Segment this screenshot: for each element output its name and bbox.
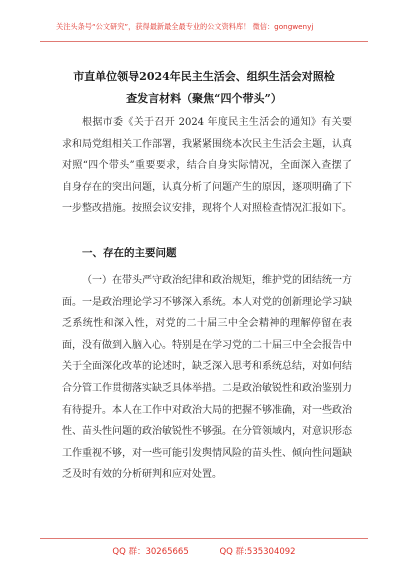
- footer-qq-group-1: QQ 群：30265665: [112, 547, 189, 557]
- title-line-1: 市直单位领导2024年民主生活会、组织生活会对照检: [73, 70, 335, 83]
- footer-qq-group-2: QQ 群:535304092: [219, 547, 296, 557]
- header-banner: 关注头条号“公文研究”，获得最新最全最专业的公文资料库！ 微信：gongwenyj: [56, 22, 314, 31]
- section-paragraph: （一）在带头严守政治纪律和政治规矩，维护党的团结统一方面。一是政治理论学习不够深入系统。本人对党的创新理论学习缺乏系统性和深入性，对党的二十届三中全会精神的理解停留在表面，没有做到入脑入心。特别是在学习党的二十届三中全会报告中关于全面深化改革的论述时，缺乏深入思考和系统总结，对如何结合分管工作贯彻落实缺乏具体举措。二是政治敏锐性和政治鉴别力有待提升。本人在工作中对政治大局的把握不够准确，对一些政治性、苗头性问题的政治敏锐性不够强。在分管领域内，对意识形态工作重视不够，对一些可能引发舆情风险的苗头性、倾向性问题缺乏及时有效的分析研判和应对处置。: [62, 275, 352, 481]
- section-heading: 一、存在的主要问题: [82, 247, 177, 259]
- header-divider: [40, 41, 368, 42]
- footer: [0, 545, 408, 557]
- footer-divider: [40, 538, 368, 539]
- title-line-2: 查发言材料（聚焦“四个带头”）: [126, 92, 282, 105]
- intro-paragraph: 根据市委《关于召开 2024 年度民主生活会的通知》有关要求和局党组相关工作部署，我紧紧围绕本次民主生活会主题，认真对照“四个带头”重要要求，结合自身实际情况，全面深入查摆了自身存在的突出问题，认真分析了问题产生的原因，逐项明确了下一步整改措施。按照会议安排，现将个人对照检查情况汇报如下。: [62, 117, 352, 215]
- document-title: [52, 66, 356, 110]
